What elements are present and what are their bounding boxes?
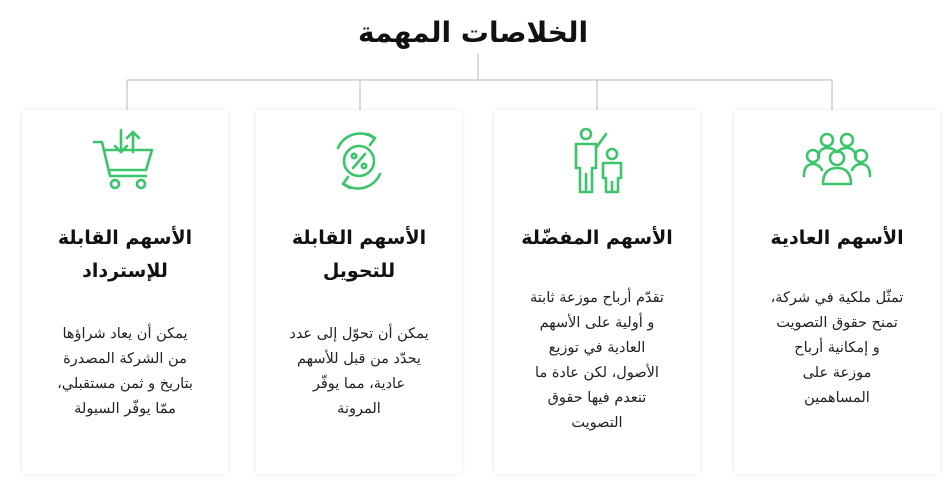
card-description [270,322,448,422]
card-common-shares [734,110,940,474]
card-convertible-shares [256,110,462,474]
adult-child-icon [494,126,700,198]
description-line: تنعدم فيها حقوق [547,390,647,406]
description-line: و أولية على الأسهم [539,315,655,331]
heading-line: الأسهم القابلة [57,227,193,249]
card-heading [264,222,454,288]
card-heading: الأسهم المفضّلة [521,227,673,249]
description-line: عادية، مما يوفّر [312,376,406,392]
description-line: يمكن أن تحوّل إلى عدد [289,326,429,342]
description-line: العادية في توزيع [548,340,646,356]
people-group-icon [734,126,940,198]
description-line: المرونة [337,401,381,417]
card-heading [30,222,220,288]
description-line: موزعة على [802,365,872,381]
description-line: يمكن أن يعاد شراؤها [62,326,188,342]
card-description [36,322,214,422]
heading-line: للإسترداد [82,260,168,282]
card-description [748,286,926,411]
heading-line: للتحويل [322,260,396,282]
description-line: تمثّل ملكية في شركة، [770,290,904,306]
card-preferred-shares [494,110,700,474]
heading-line: الأسهم القابلة [291,227,427,249]
description-line: تقدّم أرباح موزعة ثابتة [530,290,664,306]
description-line: التصويت [571,415,623,431]
description-line: و إمكانية أرباح [794,340,880,356]
card-redeemable-shares [22,110,228,474]
description-line: ممّا يوفّر السيولة [74,401,176,417]
cart-return-icon [22,126,228,198]
description-line: من الشركة المصدرة [63,351,187,367]
description-line: المساهمين [804,390,870,406]
card-heading: الأسهم العادية [770,227,904,249]
diagram-title: الخلاصات المهمة [357,16,589,49]
description-line: بتاريخ و ثمن مستقبلي، [57,376,193,392]
description-line: يحدّد من قبل للأسهم [297,351,421,367]
percent-cycle-icon [256,126,462,198]
card-description [508,286,686,436]
description-line: تمنح حقوق التصويت [776,315,898,331]
description-line: الأصول، لكن عادة ما [535,365,659,381]
